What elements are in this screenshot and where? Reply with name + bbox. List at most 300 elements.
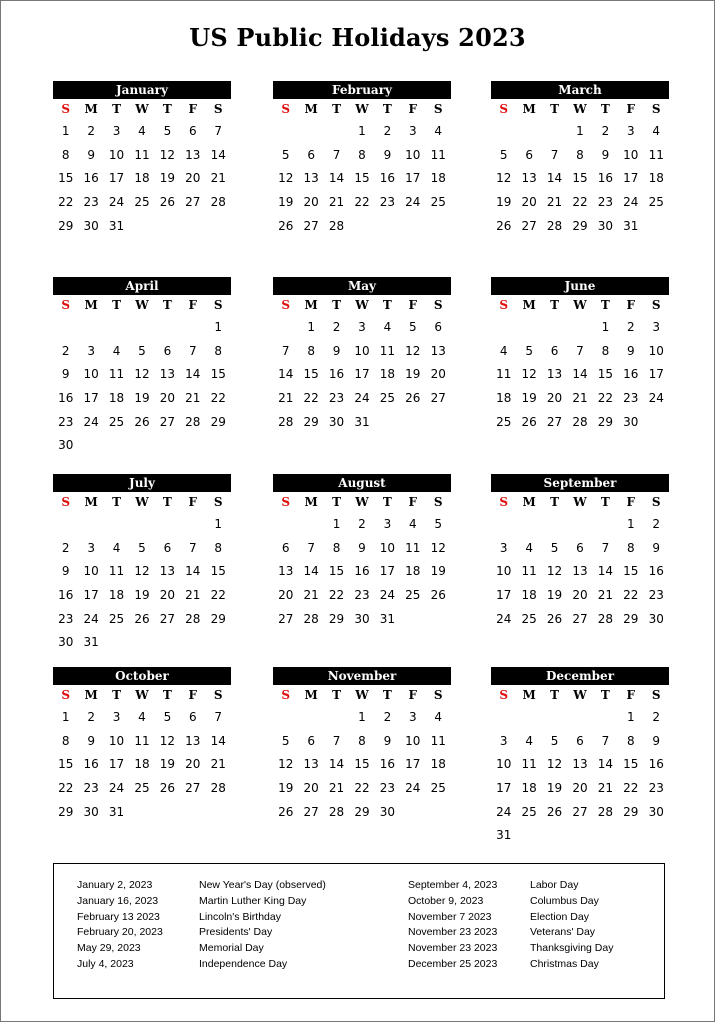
day-cell: 3 <box>87 540 95 555</box>
day-cell: 16 <box>648 757 664 772</box>
day-cell: 2 <box>627 320 635 334</box>
day-cell: 23 <box>379 195 396 210</box>
day-cell: 14 <box>546 171 563 186</box>
day-cell: 18 <box>430 757 446 772</box>
day-cell: 15 <box>210 564 226 579</box>
day-cell: 30 <box>648 804 664 819</box>
day-cell: 11 <box>405 540 421 555</box>
holiday-dates-left <box>77 878 163 973</box>
month-june <box>491 277 669 434</box>
weekday-label: M <box>304 495 318 509</box>
day-cell: 23 <box>379 781 396 796</box>
day-cell: 26 <box>546 804 563 819</box>
day-cell: 10 <box>354 343 370 358</box>
day-cell: 28 <box>328 804 345 819</box>
day-cell: 20 <box>430 367 446 382</box>
day-cell: 27 <box>159 414 176 429</box>
day-cell: 8 <box>601 343 610 358</box>
holiday-dates-right <box>408 878 497 973</box>
day-cell: 14 <box>597 564 614 579</box>
day-empty <box>516 706 541 730</box>
day-empty <box>78 513 103 537</box>
weekday-label: T <box>332 495 342 509</box>
day-cell: 2 <box>332 320 341 334</box>
day-cell: 10 <box>108 147 125 162</box>
day-cell: 29 <box>623 611 639 626</box>
day-cell: 11 <box>379 343 396 358</box>
day-cell: 14 <box>185 367 201 382</box>
day-cell: 9 <box>358 540 366 555</box>
weekday-label: S <box>499 298 509 312</box>
day-cell: 5 <box>163 710 172 724</box>
day-cell: 24 <box>405 781 421 796</box>
day-cell: 7 <box>214 124 223 138</box>
day-cell: 26 <box>496 218 512 233</box>
weekday-label: M <box>522 102 536 116</box>
day-cell: 4 <box>409 517 417 531</box>
day-cell: 19 <box>134 588 150 603</box>
day-cell: 4 <box>112 540 121 555</box>
day-cell: 25 <box>430 781 446 796</box>
day-empty <box>104 513 129 537</box>
day-cell: 6 <box>576 540 584 555</box>
day-cell: 2 <box>652 710 661 724</box>
day-cell: 7 <box>550 147 559 162</box>
month-april <box>53 277 231 458</box>
month-header: December <box>491 667 669 685</box>
day-empty <box>78 316 103 340</box>
day-cell: 24 <box>108 781 125 796</box>
day-cell: 15 <box>623 757 639 772</box>
day-cell: 19 <box>159 757 176 772</box>
day-cell: 3 <box>112 710 121 724</box>
day-cell: 15 <box>303 367 319 382</box>
day-cell: 30 <box>58 635 74 650</box>
day-cell: 21 <box>328 781 345 796</box>
day-cell: 11 <box>134 733 150 748</box>
day-cell: 12 <box>278 757 294 772</box>
day-cell: 4 <box>138 710 146 724</box>
day-cell: 2 <box>61 343 70 358</box>
day-cell: 13 <box>303 171 319 186</box>
day-cell: 20 <box>185 171 201 186</box>
weekday-label: F <box>626 688 636 702</box>
day-cell: 7 <box>576 343 584 358</box>
day-cell: 25 <box>405 588 421 603</box>
day-grid <box>53 120 231 238</box>
day-cell: 1 <box>627 710 635 724</box>
day-cell: 19 <box>278 195 294 210</box>
weekday-label: F <box>408 102 418 116</box>
month-august <box>273 474 451 631</box>
month-header: September <box>491 474 669 492</box>
day-cell: 1 <box>214 517 223 531</box>
day-cell: 15 <box>210 367 226 382</box>
day-cell: 11 <box>521 757 537 772</box>
day-cell: 2 <box>61 540 70 555</box>
day-cell: 26 <box>278 804 294 819</box>
day-cell: 29 <box>210 611 226 626</box>
day-cell: 27 <box>185 195 201 210</box>
day-cell: 12 <box>521 367 537 382</box>
day-cell: 25 <box>521 804 537 819</box>
day-cell: 7 <box>307 540 315 555</box>
day-cell: 4 <box>434 124 443 138</box>
day-cell: 17 <box>83 391 99 406</box>
holiday-name: Lincoln's Birthday <box>199 910 281 923</box>
day-empty <box>567 706 592 730</box>
day-cell: 10 <box>83 367 99 382</box>
weekday-label: S <box>499 102 509 116</box>
day-cell: 21 <box>597 781 614 796</box>
day-cell: 5 <box>499 147 508 162</box>
day-empty <box>516 120 541 144</box>
weekday-row <box>273 685 451 705</box>
day-cell: 23 <box>58 611 74 626</box>
day-cell: 2 <box>358 517 366 531</box>
day-cell: 18 <box>108 391 125 406</box>
weekday-label: W <box>135 102 149 116</box>
day-cell: 8 <box>358 733 366 748</box>
day-cell: 27 <box>159 611 176 626</box>
day-cell: 31 <box>623 218 639 233</box>
day-cell: 23 <box>597 195 614 210</box>
weekday-label: M <box>84 102 98 116</box>
weekday-label: M <box>304 688 318 702</box>
holiday-name: Christmas Day <box>530 957 599 970</box>
day-cell: 23 <box>58 414 74 429</box>
day-cell: 12 <box>134 564 150 579</box>
day-cell: 4 <box>138 124 146 138</box>
day-cell: 5 <box>281 733 290 748</box>
weekday-label: T <box>162 495 172 509</box>
day-cell: 19 <box>521 391 537 406</box>
weekday-label: S <box>61 102 71 116</box>
day-cell: 12 <box>134 367 150 382</box>
day-cell: 25 <box>379 391 396 406</box>
day-cell: 18 <box>496 391 512 406</box>
day-empty <box>298 120 323 144</box>
weekday-row <box>491 685 669 705</box>
day-cell: 15 <box>354 757 370 772</box>
day-cell: 2 <box>87 710 95 724</box>
weekday-label: T <box>600 688 610 702</box>
day-cell: 3 <box>87 343 95 358</box>
day-cell: 5 <box>550 540 559 555</box>
weekday-label: T <box>382 495 392 509</box>
day-cell: 1 <box>601 320 610 334</box>
weekday-label: F <box>188 298 198 312</box>
weekday-row <box>53 295 231 315</box>
day-cell: 29 <box>58 804 74 819</box>
day-cell: 7 <box>332 147 341 162</box>
day-cell: 7 <box>601 733 610 748</box>
day-cell: 1 <box>358 124 366 138</box>
day-cell: 24 <box>83 414 99 429</box>
day-cell: 5 <box>138 343 146 358</box>
day-cell: 28 <box>278 414 294 429</box>
holiday-legend <box>53 863 665 999</box>
day-cell: 7 <box>189 343 197 358</box>
weekday-label: W <box>573 298 587 312</box>
day-cell: 22 <box>597 391 614 406</box>
weekday-label: F <box>626 495 636 509</box>
day-cell: 16 <box>58 391 74 406</box>
day-cell: 27 <box>303 804 319 819</box>
day-cell: 7 <box>281 343 290 358</box>
day-cell: 8 <box>214 343 223 358</box>
day-cell: 1 <box>358 710 366 724</box>
holiday-names-left <box>199 878 326 973</box>
day-cell: 29 <box>210 414 226 429</box>
holiday-name: Memorial Day <box>199 942 264 955</box>
day-cell: 12 <box>278 171 294 186</box>
day-cell: 18 <box>108 588 125 603</box>
day-cell: 19 <box>159 171 176 186</box>
day-cell: 15 <box>58 171 74 186</box>
day-cell: 13 <box>159 564 176 579</box>
month-header: July <box>53 474 231 492</box>
day-cell: 16 <box>328 367 345 382</box>
day-cell: 4 <box>383 320 392 334</box>
day-cell: 3 <box>358 320 366 334</box>
day-cell: 10 <box>379 540 396 555</box>
weekday-label: F <box>408 298 418 312</box>
month-header: March <box>491 81 669 99</box>
day-cell: 4 <box>434 710 443 724</box>
day-empty <box>516 316 541 340</box>
day-cell: 26 <box>159 781 176 796</box>
day-cell: 30 <box>597 218 614 233</box>
day-cell: 4 <box>652 124 661 138</box>
day-cell: 25 <box>134 781 150 796</box>
day-cell: 7 <box>332 733 341 748</box>
weekday-label: T <box>332 102 342 116</box>
day-cell: 17 <box>108 171 125 186</box>
day-cell: 5 <box>163 124 172 138</box>
day-empty <box>273 706 298 730</box>
day-cell: 3 <box>383 517 392 531</box>
day-cell: 27 <box>430 391 446 406</box>
day-cell: 29 <box>58 218 74 233</box>
day-cell: 25 <box>108 414 125 429</box>
day-cell: 20 <box>303 781 319 796</box>
day-cell: 22 <box>58 781 74 796</box>
day-cell: 16 <box>379 757 396 772</box>
holiday-name: Columbus Day <box>530 894 599 907</box>
day-cell: 16 <box>354 564 370 579</box>
day-cell: 7 <box>601 540 610 555</box>
day-grid <box>273 120 451 238</box>
day-cell: 14 <box>572 367 588 382</box>
holiday-date: December 25 2023 <box>408 957 498 970</box>
day-cell: 1 <box>332 517 341 531</box>
weekday-label: W <box>355 298 369 312</box>
weekday-row <box>491 295 669 315</box>
weekday-label: T <box>600 102 610 116</box>
day-grid <box>53 513 231 655</box>
day-cell: 19 <box>496 195 512 210</box>
day-cell: 27 <box>546 414 563 429</box>
month-january <box>53 81 231 238</box>
month-july <box>53 474 231 655</box>
day-cell: 28 <box>303 611 319 626</box>
day-empty <box>298 513 323 537</box>
weekday-label: S <box>61 298 71 312</box>
day-cell: 13 <box>278 564 294 579</box>
day-cell: 12 <box>159 733 176 748</box>
day-cell: 17 <box>648 367 664 382</box>
weekday-label: M <box>304 102 318 116</box>
weekday-label: S <box>61 688 71 702</box>
day-cell: 15 <box>58 757 74 772</box>
weekday-label: S <box>651 495 661 509</box>
day-cell: 13 <box>185 147 201 162</box>
day-cell: 12 <box>546 757 563 772</box>
weekday-label: S <box>281 298 291 312</box>
day-cell: 6 <box>163 343 172 358</box>
day-cell: 13 <box>521 171 537 186</box>
day-cell: 21 <box>210 757 226 772</box>
day-cell: 9 <box>627 343 635 358</box>
day-cell: 15 <box>328 564 345 579</box>
day-cell: 7 <box>189 540 197 555</box>
day-empty <box>324 706 349 730</box>
day-cell: 24 <box>379 588 396 603</box>
day-cell: 27 <box>521 218 537 233</box>
day-cell: 25 <box>134 195 150 210</box>
weekday-label: S <box>499 495 509 509</box>
day-empty <box>155 316 180 340</box>
day-cell: 10 <box>623 147 639 162</box>
day-cell: 6 <box>307 147 315 162</box>
day-cell: 12 <box>546 564 563 579</box>
day-cell: 15 <box>354 171 370 186</box>
weekday-label: T <box>600 495 610 509</box>
day-cell: 5 <box>281 147 290 162</box>
day-cell: 30 <box>354 611 370 626</box>
day-cell: 12 <box>405 343 421 358</box>
day-cell: 19 <box>546 588 563 603</box>
weekday-label: W <box>355 688 369 702</box>
weekday-label: S <box>281 102 291 116</box>
weekday-label: S <box>281 688 291 702</box>
day-cell: 11 <box>430 733 446 748</box>
day-cell: 24 <box>83 611 99 626</box>
weekday-label: S <box>213 495 223 509</box>
day-cell: 14 <box>278 367 294 382</box>
day-empty <box>155 513 180 537</box>
day-empty <box>491 316 516 340</box>
day-grid <box>491 120 669 238</box>
holiday-date: July 4, 2023 <box>77 957 134 970</box>
weekday-label: S <box>61 495 71 509</box>
weekday-label: F <box>188 688 198 702</box>
weekday-label: S <box>499 688 509 702</box>
weekday-label: F <box>626 102 636 116</box>
day-cell: 24 <box>405 195 421 210</box>
day-cell: 13 <box>430 343 446 358</box>
day-cell: 28 <box>572 414 588 429</box>
day-cell: 19 <box>134 391 150 406</box>
day-cell: 18 <box>521 588 537 603</box>
day-cell: 24 <box>354 391 370 406</box>
day-cell: 29 <box>597 414 614 429</box>
day-cell: 30 <box>623 414 639 429</box>
day-cell: 10 <box>405 147 421 162</box>
day-cell: 16 <box>623 367 639 382</box>
day-cell: 16 <box>83 757 99 772</box>
day-cell: 26 <box>134 414 150 429</box>
weekday-row <box>273 295 451 315</box>
holiday-date: November 23 2023 <box>408 926 498 939</box>
weekday-label: F <box>188 102 198 116</box>
day-cell: 29 <box>303 414 319 429</box>
day-cell: 8 <box>358 147 366 162</box>
weekday-label: M <box>304 298 318 312</box>
day-cell: 2 <box>383 710 392 724</box>
month-header: October <box>53 667 231 685</box>
day-grid <box>491 316 669 434</box>
day-cell: 11 <box>108 367 125 382</box>
month-header: November <box>273 667 451 685</box>
day-empty <box>491 706 516 730</box>
day-cell: 6 <box>576 733 584 748</box>
day-cell: 21 <box>278 391 294 406</box>
day-cell: 30 <box>83 804 99 819</box>
day-cell: 9 <box>61 564 70 579</box>
day-cell: 18 <box>521 781 537 796</box>
day-empty <box>516 513 541 537</box>
day-empty <box>324 120 349 144</box>
day-cell: 16 <box>379 171 396 186</box>
day-cell: 2 <box>601 124 610 138</box>
day-cell: 22 <box>210 391 226 406</box>
day-cell: 8 <box>61 733 70 748</box>
day-empty <box>129 316 154 340</box>
day-cell: 22 <box>58 195 74 210</box>
day-cell: 22 <box>303 391 319 406</box>
weekday-label: T <box>550 298 560 312</box>
holiday-date: November 23 2023 <box>408 942 498 955</box>
weekday-row <box>53 492 231 512</box>
day-cell: 16 <box>597 171 614 186</box>
day-cell: 24 <box>623 195 639 210</box>
day-cell: 21 <box>210 171 226 186</box>
day-cell: 8 <box>307 343 315 358</box>
weekday-label: S <box>651 298 661 312</box>
day-cell: 18 <box>405 564 421 579</box>
day-empty <box>104 316 129 340</box>
day-cell: 23 <box>648 588 664 603</box>
day-cell: 25 <box>430 195 446 210</box>
weekday-label: W <box>573 102 587 116</box>
month-header: April <box>53 277 231 295</box>
day-cell: 8 <box>214 540 223 555</box>
day-cell: 11 <box>134 147 150 162</box>
day-cell: 10 <box>405 733 421 748</box>
day-empty <box>180 316 205 340</box>
day-cell: 18 <box>430 171 446 186</box>
weekday-label: F <box>408 495 418 509</box>
day-cell: 12 <box>159 147 176 162</box>
weekday-label: F <box>408 688 418 702</box>
weekday-label: M <box>522 495 536 509</box>
day-cell: 12 <box>496 171 512 186</box>
day-cell: 7 <box>214 710 223 724</box>
holiday-name: Independence Day <box>199 957 288 970</box>
day-cell: 31 <box>354 414 370 429</box>
